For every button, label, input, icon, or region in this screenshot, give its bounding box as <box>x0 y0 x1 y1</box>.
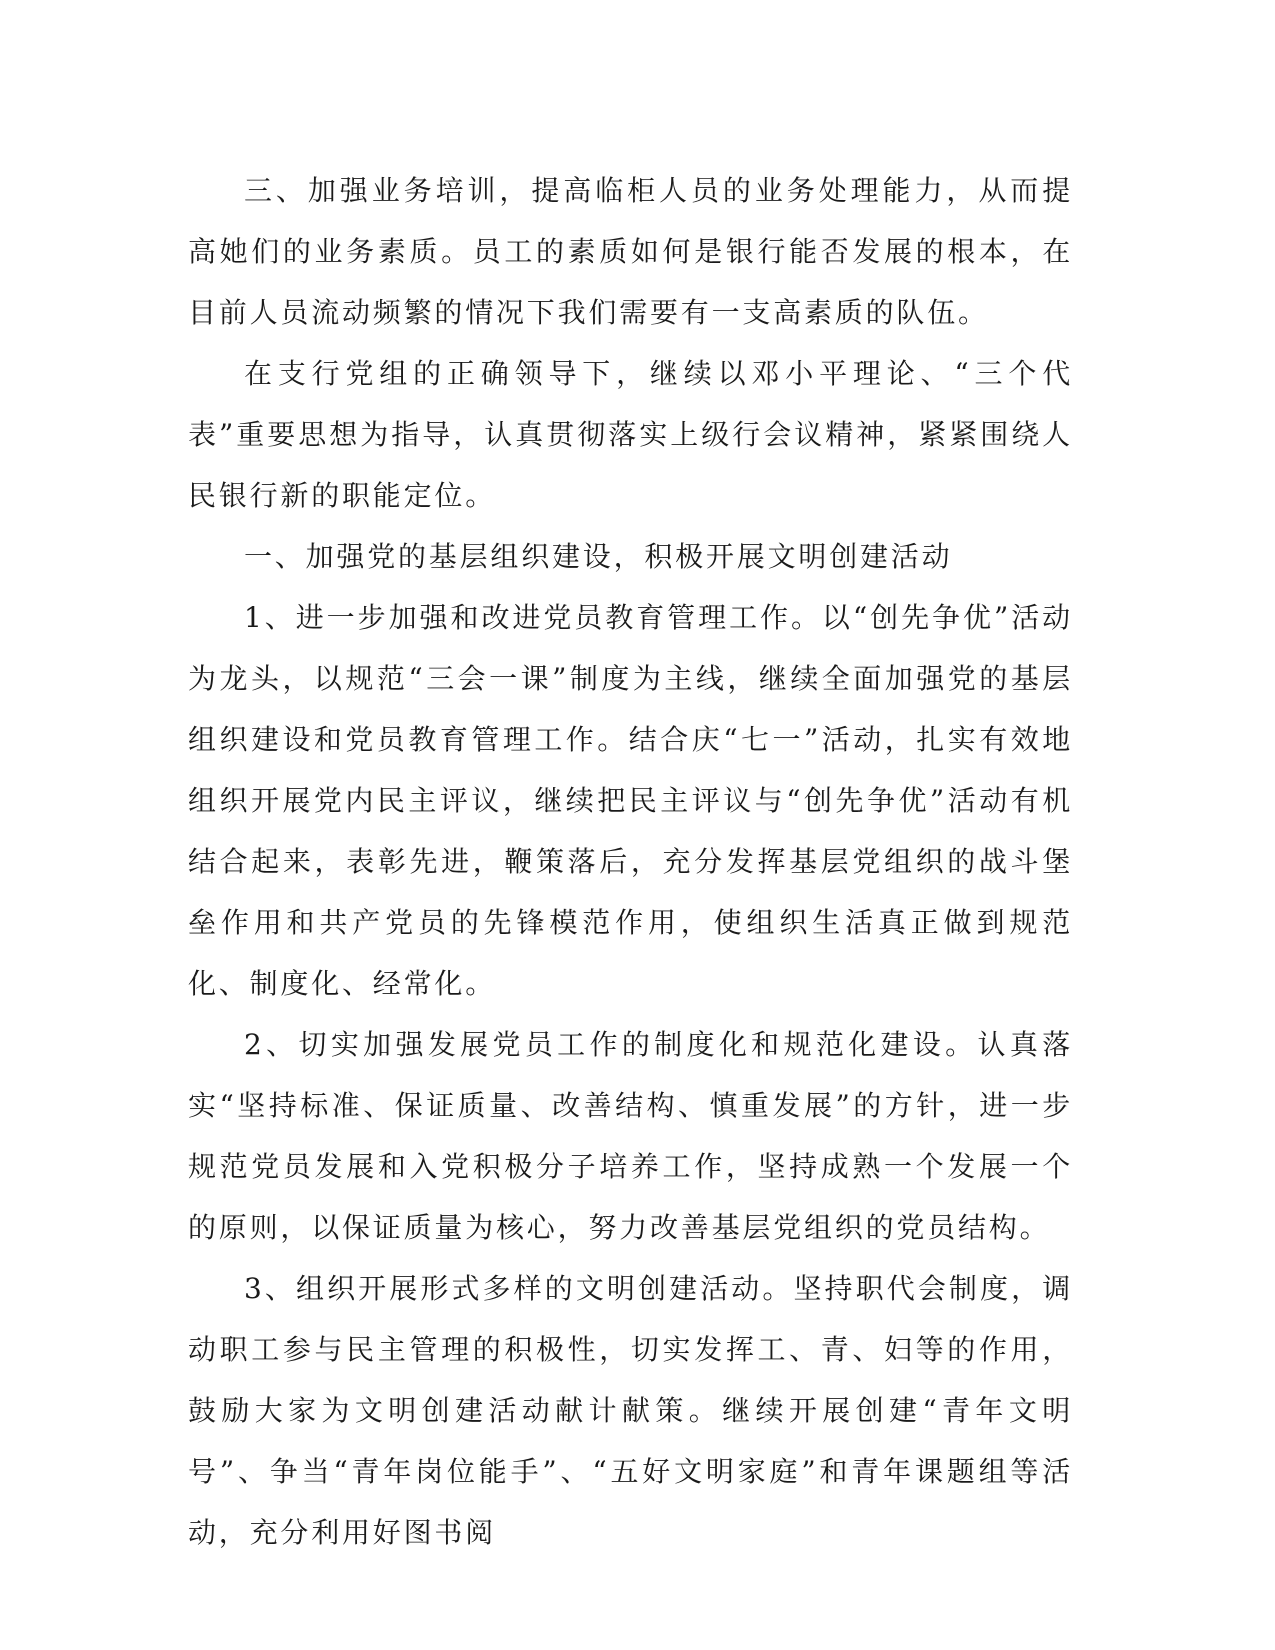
paragraph-business-training: 三、加强业务培训，提高临柜人员的业务处理能力，从而提高她们的业务素质。员工的素质如何是银行能否发展的根本，在目前人员流动频繁的情况下我们需要有一支高素质的队伍。 <box>188 174 1073 329</box>
paragraph-guiding-thought: 在支行党组的正确领导下，继续以邓小平理论、“三个代表”重要思想为指导，认真贯彻落实上级行会议精神，紧紧围绕人民银行新的职能定位。 <box>188 357 1073 512</box>
paragraph-item-1: 1、进一步加强和改进党员教育管理工作。以“创先争优”活动为龙头，以规范“三会一课”制度为主线，继续全面加强党的基层组织建设和党员教育管理工作。结合庆“七一”活动，扎实有效地组织开展党内民主评议，继续把民主评议与“创先争优”活动有机结合起来，表彰先进，鞭策落后，充分发挥基层党组织的战斗堡垒作用和共产党员的先锋模范作用，使组织生活真正做到规范化、制度化、经常化。 <box>188 601 1073 1000</box>
document-body <box>188 160 1073 1563</box>
paragraph-item-3: 3、组织开展形式多样的文明创建活动。坚持职代会制度，调动职工参与民主管理的积极性，切实发挥工、青、妇等的作用，鼓励大家为文明创建活动献计献策。继续开展创建“青年文明号”、争当“青年岗位能手”、“五好文明家庭”和青年课题组等活动，充分利用好图书阅 <box>188 1272 1073 1549</box>
paragraph-item-2: 2、切实加强发展党员工作的制度化和规范化建设。认真落实“坚持标准、保证质量、改善结构、慎重发展”的方针，进一步规范党员发展和入党积极分子培养工作，坚持成熟一个发展一个的原则，以保证质量为核心，努力改善基层党组织的党员结构。 <box>188 1028 1073 1244</box>
section-heading-party-building: 一、加强党的基层组织建设，积极开展文明创建活动 <box>244 540 953 573</box>
